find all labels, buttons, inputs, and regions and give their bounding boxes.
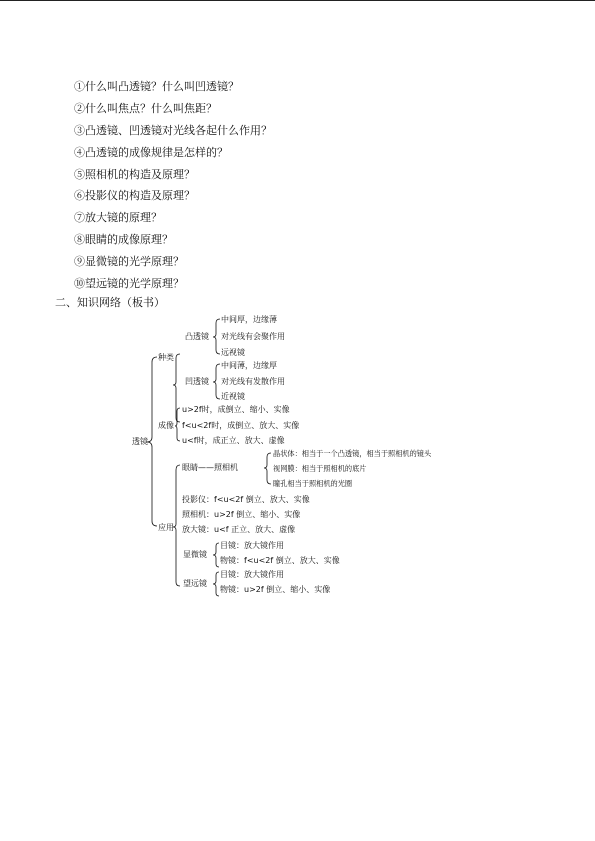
device-item-magnifier: 放大镜：u<f 正立、放大、虚像	[182, 525, 296, 534]
question-item: ⑥投影仪的构造及原理？	[74, 189, 195, 203]
microscope-item: 物镜：f<u<2f 倒立、放大、实像	[220, 556, 340, 565]
microscope-node: 显微镜	[183, 550, 207, 559]
telescope-item: 物镜：u>2f 倒立、缩小、实像	[220, 585, 331, 594]
concave-lens-node: 凹透镜	[185, 377, 209, 386]
convex-lens-item: 中间厚，边缘薄	[221, 315, 277, 324]
section-title: 二、知识网络（板书）	[55, 296, 165, 309]
question-item: ⑨显微镜的光学原理？	[74, 255, 184, 269]
branch-application: 应用	[158, 523, 174, 532]
question-item: ③凸透镜、凹透镜对光线各起什么作用？	[74, 123, 272, 137]
eye-camera-node: 眼睛——照相机	[182, 463, 238, 472]
convex-lens-item: 远视镜	[221, 348, 245, 357]
device-item-projector: 投影仪：f<u<2f 倒立、放大、实像	[182, 495, 310, 504]
telescope-node: 望远镜	[183, 579, 207, 588]
microscope-item: 目镜：放大镜作用	[220, 541, 284, 550]
imaging-rule: f<u<2f时，成倒立、放大、实像	[182, 421, 300, 430]
concave-lens-item: 中间薄，边缘厚	[221, 361, 277, 370]
root-node-lens: 透镜	[132, 437, 148, 446]
top-border-line	[0, 0, 595, 1]
question-list	[74, 76, 272, 295]
question-item: ⑤照相机的构造及原理？	[74, 167, 195, 181]
question-item: ⑧眼睛的成像原理？	[74, 233, 173, 247]
concave-lens-item: 近视镜	[221, 392, 245, 401]
concave-lens-item: 对光线有发散作用	[221, 377, 285, 386]
branch-classification: 种类	[158, 353, 174, 362]
convex-lens-node: 凸透镜	[185, 332, 209, 341]
device-item-camera: 照相机：u>2f 倒立、缩小、实像	[182, 510, 301, 519]
knowledge-network-diagram	[130, 312, 490, 604]
question-item: ⑦放大镜的原理？	[74, 211, 162, 225]
imaging-rule: u<f时，成正立、放大、虚像	[182, 436, 285, 445]
telescope-item: 目镜：放大镜作用	[220, 570, 284, 579]
question-item: ⑩望远镜的光学原理？	[74, 277, 184, 291]
question-item: ④凸透镜的成像规律是怎样的？	[74, 145, 228, 159]
convex-lens-item: 对光线有会聚作用	[221, 332, 285, 341]
eye-item: 瞳孔相当于照相机的光圈	[273, 479, 353, 488]
branch-imaging: 成像	[158, 421, 174, 430]
imaging-rule: u>2f时，成倒立、缩小、实像	[182, 405, 290, 414]
question-item: ①什么叫凸透镜？什么叫凹透镜？	[74, 80, 239, 93]
eye-item: 晶状体：相当于一个凸透镜，相当于照相机的镜头	[273, 449, 432, 458]
question-item: ②什么叫焦点？什么叫焦距？	[74, 101, 217, 115]
eye-item: 视网膜：相当于照相机的底片	[273, 464, 367, 473]
